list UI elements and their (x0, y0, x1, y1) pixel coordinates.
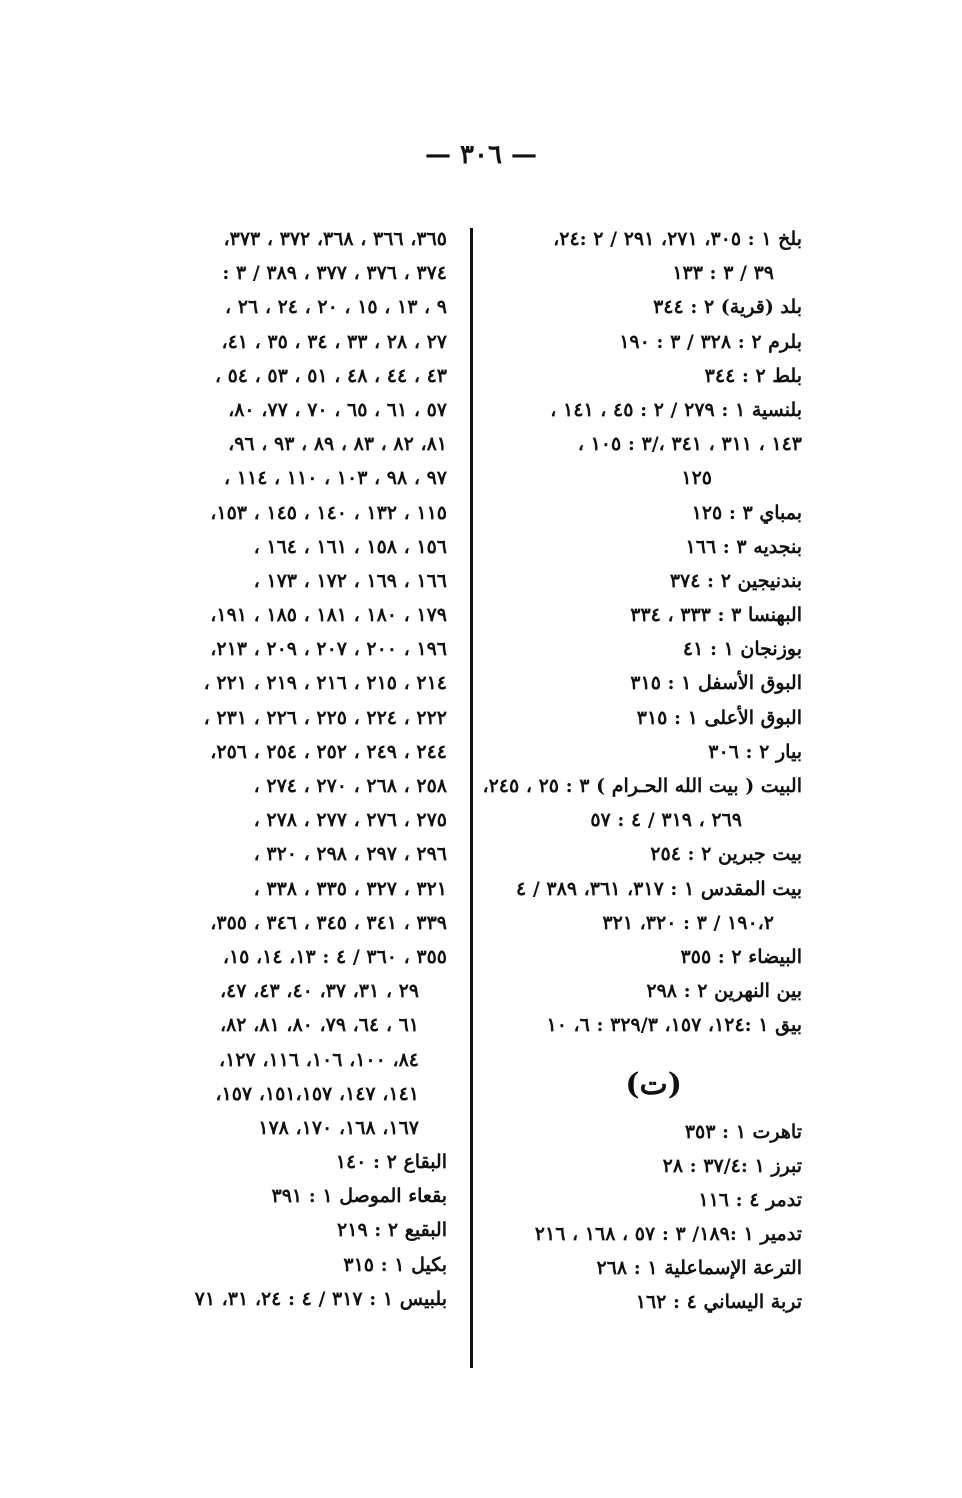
index-entry: ٩ ، ١٣ ، ١٥ ، ٢٠ ، ٢٤ ، ٢٦ ، (225, 296, 447, 319)
index-entries-ta (502, 1115, 802, 1320)
index-entry: ٣٥٥ ، ٣٦٠ / ٤ : ١٣، ١٤، ١٥، (222, 945, 447, 968)
index-entry: بقعاء الموصل ١ : ٣٩١ (271, 1185, 447, 1208)
index-entry: ٤٣ ، ٤٤ ، ٤٨ ، ٥١ ، ٥٣ ، ٥٤ ، (214, 364, 447, 387)
index-entry: بيت جبرين ٢ : ٢٥٤ (650, 843, 802, 866)
index-entry: ١٢٥ (681, 467, 712, 490)
index-entry: بلخ ١ : ٣٠٥، ٢٧١، ٢٩١ / ٢ :٢٤، (553, 228, 802, 250)
index-entry: ٢٤٤ ، ٢٤٩ ، ٢٥٢ ، ٢٥٤ ، ٢٥٦، (210, 740, 447, 763)
index-entry: البيت ( بيت الله الحـرام ) ٣ : ٢٥ ، ٢٤٥، (482, 775, 802, 797)
index-entry: ٢٧ ، ٢٨ ، ٣٣ ، ٣٤ ، ٣٥ ، ٤١، (221, 330, 447, 353)
index-entry: ٣٧٤ ، ٣٧٦ ، ٣٧٧ ، ٣٨٩ / ٣ : (222, 262, 447, 285)
index-entry: تدمر ٤ : ١١٦ (698, 1188, 802, 1211)
index-column-right (482, 222, 802, 1320)
index-entry: البوق الأعلى ١ : ٣١٥ (636, 706, 802, 729)
index-entry: بلط ٢ : ٣٤٤ (704, 364, 802, 387)
index-entry: تاهرت ١ : ٣٥٣ (684, 1120, 802, 1143)
index-entry: ٢٩٦ ، ٢٩٧ ، ٢٩٨ ، ٣٢٠ ، (253, 843, 447, 866)
index-entry: ٢٢٢ ، ٢٢٤ ، ٢٢٥ ، ٢٢٦ ، ٢٣١ ، (203, 706, 447, 729)
index-entry: ١٤٣ ، ٣١١ ، ٣٤١ ،/٣ : ١٠٥ ، (577, 433, 802, 456)
index-entry: بلد (قرية) ٢ : ٣٤٤ (653, 296, 802, 319)
index-entry: ٦١ ، ٦٤، ٧٩، ٨٠، ٨١، ٨٢، (219, 1014, 419, 1037)
index-entry: بندنيجين ٢ : ٣٧٤ (669, 569, 802, 592)
index-entries-ba (482, 222, 802, 1043)
index-entry: بكيل ١ : ٣١٥ (343, 1253, 447, 1276)
index-entry: البقاع ٢ : ١٤٠ (335, 1151, 447, 1174)
index-entry: بلرم ٢ : ٣٢٨ / ٣ : ١٩٠ (619, 330, 802, 353)
column-divider (470, 228, 473, 1368)
index-entry: بوزنجان ١ : ٤١ (682, 638, 802, 661)
index-entry: تربة اليساني ٤ : ١٦٢ (635, 1291, 802, 1314)
index-entry: الترعة الإسماعلية ١ : ٢٦٨ (596, 1257, 802, 1280)
index-entry: تبرز ١ :٣٧/٤ : ٢٨ (662, 1154, 802, 1177)
index-entry: بيار ٢ : ٣٠٦ (708, 740, 802, 763)
index-entry: ٢١٤ ، ٢١٥ ، ٢١٦ ، ٢١٩ ، ٢٢١ ، (203, 672, 447, 695)
index-entry: تدمير ١ :١٨٩/ ٣ : ٥٧ ، ١٦٨ ، ٢١٦ (534, 1223, 802, 1246)
index-entry: ٨١، ٨٢ ، ٨٣ ، ٨٩ ، ٩٣ ، ٩٦، (228, 433, 447, 456)
page-number: — ٣٠٦ — (424, 140, 538, 170)
index-entry: ٨٤، ١٠٠، ١٠٦، ١١٦، ١٢٧، (218, 1048, 419, 1071)
section-gap (502, 1043, 802, 1055)
index-entry: ١١٥ ، ١٣٢ ، ١٤٠ ، ١٤٥ ، ١٥٣، (210, 501, 447, 524)
index-column-left (122, 222, 447, 1316)
index-entry: ٢٥٨ ، ٢٦٨ ، ٢٧٠ ، ٢٧٤ ، (253, 775, 447, 797)
index-entry: بنجديه ٣ : ١٦٦ (685, 535, 802, 558)
index-entry: ٢٧٥ ، ٢٧٦ ، ٢٧٧ ، ٢٧٨ ، (253, 809, 447, 832)
index-entry: بلنسية ١ : ٢٧٩ / ٢ : ٤٥ ، ١٤١ ، (550, 398, 802, 421)
index-entry: ١٩٠،٢ / ٣ : ٣٢٠، ٣٢١ (602, 911, 774, 934)
index-entry: البهنسا ٣ : ٣٣٣ ، ٣٣٤ (630, 604, 802, 627)
index-entry: بيق ١ :١٢٤، ١٥٧، ٣٢٩/٣ : ٦، ١٠ (546, 1014, 802, 1037)
index-entry: ٣٦٥، ٣٦٦ ، ٣٦٨، ٣٧٢ ، ٣٧٣، (223, 228, 447, 250)
section-heading-ta: (ت) (625, 1066, 682, 1102)
index-entry: ١٤١، ١٤٧، ١٥١،١٥٧، ١٥٧، (215, 1082, 419, 1105)
index-entry: ٣٩ / ٣ : ١٣٣ (672, 262, 774, 285)
index-entry: ٣٣٩ ، ٣٤١ ، ٣٤٥ ، ٣٤٦ ، ٣٥٥، (210, 911, 447, 934)
index-entry: بلبيس ١ : ٣١٧ / ٤ : ٢٤، ٣١، ٧١ (194, 1287, 447, 1310)
index-entry: ٢٩ ، ٣١، ٣٧، ٤٠، ٤٣، ٤٧، (219, 980, 419, 1003)
index-entry: ٢٦٩ ، ٣١٩ / ٤ : ٥٧ (590, 809, 742, 832)
index-entry: ١٥٦ ، ١٥٨ ، ١٦١ ، ١٦٤ ، (253, 535, 447, 558)
index-entry: ١٩٦ ، ٢٠٠ ، ٢٠٧ ، ٢٠٩ ، ٢١٣، (210, 638, 447, 661)
index-entry: ١٧٩ ، ١٨٠ ، ١٨١ ، ١٨٥ ، ١٩١، (210, 604, 447, 627)
index-entry: ١٦٦ ، ١٦٩ ، ١٧٢ ، ١٧٣ ، (253, 569, 447, 592)
index-entry: البوق الأسفل ١ : ٣١٥ (630, 672, 802, 695)
index-entry: بين النهرين ٢ : ٢٩٨ (646, 980, 802, 1003)
index-entry: ٥٧ ، ٦١ ، ٦٥ ، ٧٠ ، ٧٧، ٨٠، (228, 398, 447, 421)
index-entry: بيت المقدس ١ : ٣١٧، ٣٦١، ٣٨٩ / ٤ (516, 877, 802, 900)
index-entry: البقيع ٢ : ٢١٩ (337, 1219, 447, 1242)
index-entry: ١٦٧، ١٦٨، ١٧٠، ١٧٨ (258, 1116, 419, 1139)
index-entry: ٩٧ ، ٩٨ ، ١٠٣ ، ١١٠ ، ١١٤ ، (224, 467, 447, 490)
index-entry: ٣٢١ ، ٣٢٧ ، ٣٣٥ ، ٣٣٨ ، (253, 877, 447, 900)
index-entry: بمباي ٣ : ١٢٥ (691, 501, 802, 524)
index-entry: البيضاء ٢ : ٣٥٥ (680, 945, 802, 968)
